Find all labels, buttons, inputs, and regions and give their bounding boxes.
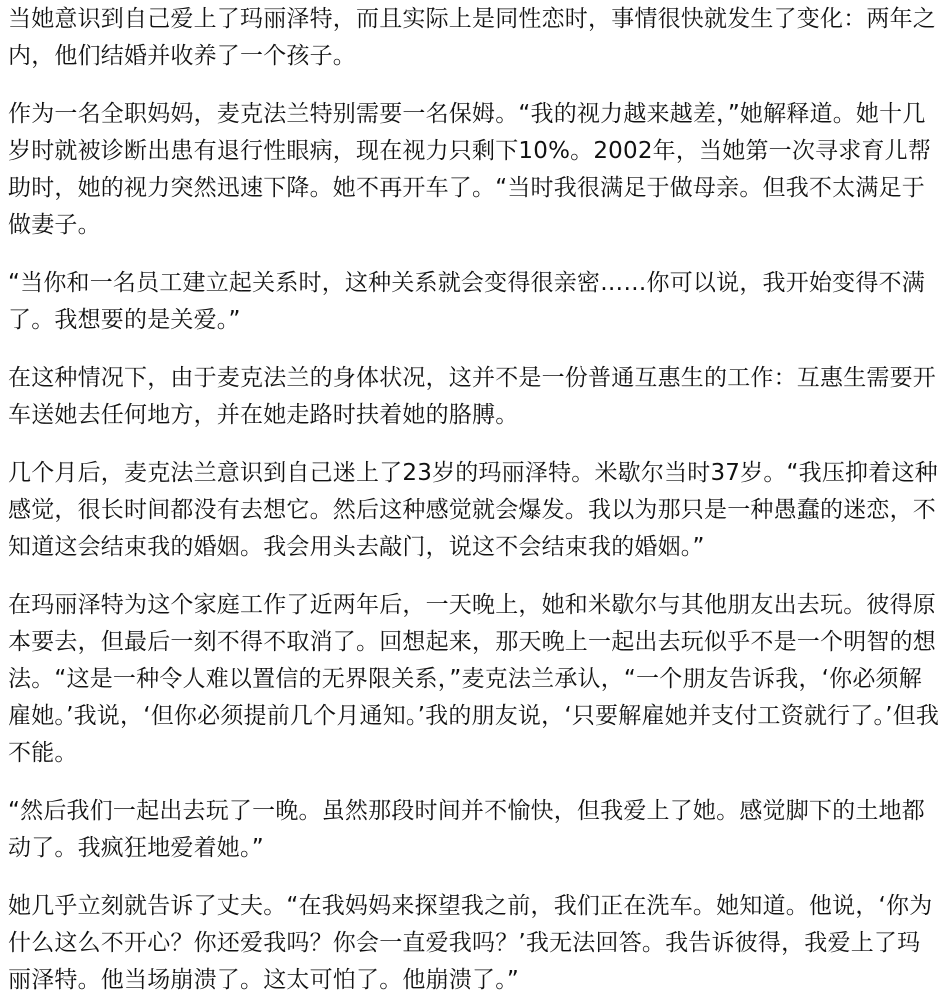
paragraph-1: 当她意识到自己爱上了玛丽泽特，而且实际上是同性恋时，事情很快就发生了变化：两年之内，他们结婚并收养了一个孩子。 (8, 6, 936, 69)
paragraph-3: “当你和一名员工建立起关系时，这种关系就会变得很亲密……你可以说，我开始变得不满了。我想要的是关爱。” (8, 270, 925, 333)
paragraph-6: 在玛丽泽特为这个家庭工作了近两年后，一天晚上，她和米歇尔与其他朋友出去玩。彼得原本要去，但最后一刻不得不取消了。回想起来，那天晚上一起出去玩似乎不是一个明智的想法。“这是一种令人难以置信的无界限关系，”麦克法兰承认，“一个朋友告诉我，‘你必须解雇她。’我说，‘但你必须提前几个月通知。’我的朋友说，‘只要解雇她并支付工资就行了。’但我不能。 (8, 592, 940, 766)
paragraph-7: “然后我们一起出去玩了一晚。虽然那段时间并不愉快，但我爱上了她。感觉脚下的土地都动了。我疯狂地爱着她。” (8, 798, 925, 861)
paragraph-8: 她几乎立刻就告诉了丈夫。“在我妈妈来探望我之前，我们正在洗车。她知道。他说，‘你为什么这么不开心？你还爱我吗？你会一直爱我吗？’我无法回答。我告诉彼得，我爱上了玛丽泽特。他当场崩溃了。这太可怕了。他崩溃了。” (8, 893, 933, 993)
paragraph-2: 作为一名全职妈妈，麦克法兰特别需要一名保姆。“我的视力越来越差，”她解释道。她十几岁时就被诊断出患有退行性眼病，现在视力只剩下10%。2002年，当她第一次寻求育儿帮助时，她的视力突然迅速下降。她不再开车了。“当时我很满足于做母亲。但我不太满足于做妻子。 (8, 101, 932, 238)
paragraph-4: 在这种情况下，由于麦克法兰的身体状况，这并不是一份普通互惠生的工作：互惠生需要开车送她去任何地方，并在她走路时扶着她的胳膊。 (8, 365, 936, 428)
paragraph-5: 几个月后，麦克法兰意识到自己迷上了23岁的玛丽泽特。米歇尔当时37岁。“我压抑着这种感觉，很长时间都没有去想它。然后这种感觉就会爆发。我以为那只是一种愚蠢的迷恋，不知道这会结束我的婚姻。我会用头去敲门，说这不会结束我的婚姻。” (8, 460, 938, 560)
